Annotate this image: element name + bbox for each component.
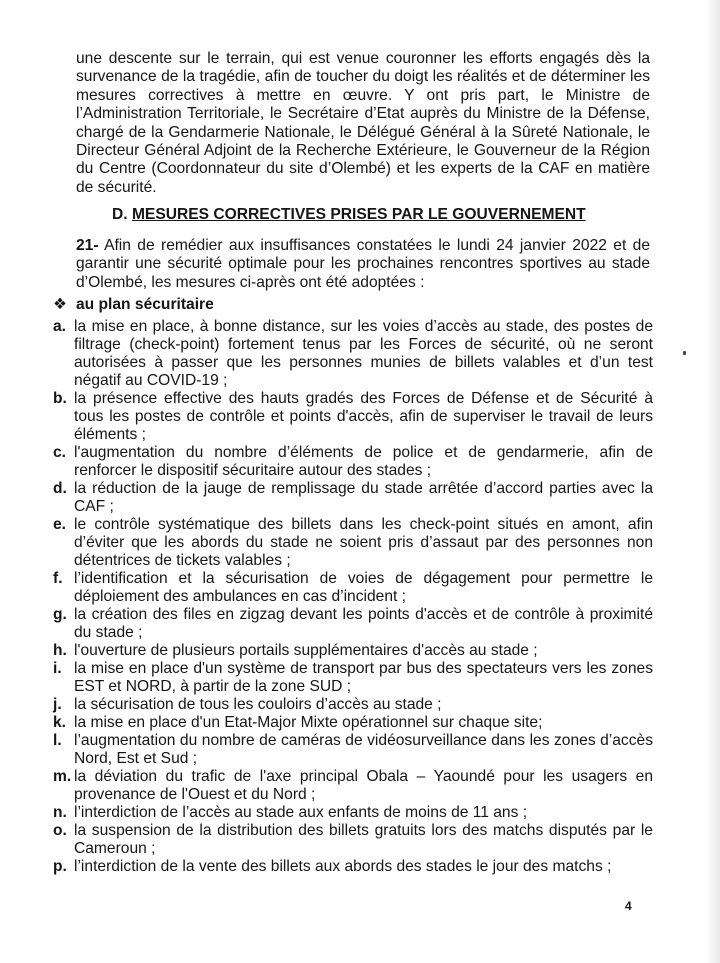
paragraph-21: [76, 237, 650, 292]
list-item: [53, 804, 653, 822]
list-item-letter: m.: [53, 767, 72, 785]
subheading-text: au plan sécuritaire: [76, 296, 214, 313]
list-item-text: l’interdiction de l’accès au stade aux enfants de moins de 11 ans ;: [74, 803, 528, 821]
list-item-text: l’augmentation du nombre de caméras de vidéosurveillance dans les zones d’accès Nord, Est et Sud ;: [74, 731, 653, 767]
list-item-text: la mise en place, à bonne distance, sur les voies d’accès au stade, des postes de filtrage (check-point) fortement tenus par les Forces de sécurité, où ne seront autorisées à passer que les personnes munies de billets valables et d’un test négatif au COVID-19 ;: [74, 318, 653, 389]
list-item: [53, 642, 653, 660]
list-item-letter: j.: [53, 695, 62, 713]
list-item: [53, 444, 653, 480]
list-item-text: la présence effective des hauts gradés des Forces de Défense et de Sécurité à tous les postes de contrôle et points d'accès, afin de superviser le travail de leurs éléments ;: [74, 389, 653, 443]
list-item-letter: d.: [53, 479, 67, 497]
list-item: [53, 768, 653, 804]
list-item-text: la suspension de la distribution des billets gratuits lors des matchs disputés par le Cameroun ;: [74, 822, 653, 857]
list-item-letter: g.: [53, 605, 67, 623]
list-item-letter: l.: [53, 731, 62, 749]
list-item-letter: n.: [53, 803, 67, 821]
diamond-bullet-icon: ❖: [53, 296, 67, 313]
list-item-letter: p.: [53, 858, 67, 875]
subheading: [53, 296, 214, 314]
paragraph-text: Afin de remédier aux insuffisances constatées le lundi 24 janvier 2022 et de garantir une sécurité optimale pour les prochaines rencontres sportives au stade d’Olembé, les mesures ci-après ont été adoptées :: [76, 237, 650, 291]
list-item: [53, 318, 653, 390]
list-item-letter: i.: [53, 659, 62, 677]
list-item-text: la création des files en zigzag devant les points d'accès et de contrôle à proximité du stade ;: [74, 605, 653, 641]
list-item-text: l'augmentation du nombre d’éléments de police et de gendarmerie, afin de renforcer le dispositif sécuritaire autour des stades ;: [74, 443, 653, 479]
list-item-letter: k.: [53, 713, 67, 731]
list-item: [53, 480, 653, 516]
page-number: 4: [625, 899, 632, 913]
list-item-letter: f.: [53, 569, 63, 587]
list-item: [53, 858, 653, 876]
list-item: [53, 660, 653, 696]
list-item-letter: o.: [53, 822, 67, 839]
list-item-letter: e.: [53, 515, 67, 533]
list-item-text: l'ouverture de plusieurs portails supplémentaires d'accès au stade ;: [74, 641, 538, 659]
list-item-text: la mise en place d'un système de transport par bus des spectateurs vers les zones EST et NORD, à partir de la zone SUD ;: [74, 659, 653, 695]
list-item-letter: c.: [53, 443, 67, 461]
page-edge-shadow: [706, 0, 720, 963]
list-item: [53, 606, 653, 642]
list-item: [53, 390, 653, 444]
list-item: [53, 732, 653, 768]
section-title: MESURES CORRECTIVES PRISES PAR LE GOUVERNEMENT: [131, 206, 586, 223]
list-item-text: le contrôle systématique des billets dans les check-point situés en amont, afin d’éviter que les abords du stade ne soient pris d’assaut par des personnes non détentrices de tickets valables ;: [74, 515, 653, 569]
list-item-text: la déviation du trafic de l'axe principal Obala – Yaoundé pour les usagers en provenance de l'Ouest et du Nord ;: [74, 767, 653, 803]
measures-list: [53, 318, 653, 876]
section-prefix: D.: [112, 206, 128, 223]
list-item: [53, 516, 653, 570]
list-item: [53, 570, 653, 606]
list-item: [53, 714, 653, 732]
list-item-letter: b.: [53, 389, 67, 407]
intro-paragraph: une descente sur le terrain, qui est venue couronner les efforts engagés dès la survenance de la tragédie, afin de toucher du doigt les réalités et de déterminer les mesures correctives à mettre en œuvre. Y ont pris part, le Ministre de l’Administration Territoriale, le Secrétaire d’Etat auprès du Ministre de la Défense, chargé de la Gendarmerie Nationale, le Délégué Général à la Sûreté Nationale, le Directeur Général Adjoint de la Recherche Extérieure, le Gouverneur de la Région du Centre (Coordonnateur du site d’Olembé) et les experts de la CAF en matière de sécurité.: [76, 50, 650, 196]
list-item-text: l’interdiction de la vente des billets aux abords des stades le jour des matchs ;: [74, 858, 612, 875]
list-item-text: la mise en place d'un Etat-Major Mixte opérationnel sur chaque site;: [74, 713, 543, 731]
list-item-letter: h.: [53, 641, 67, 659]
list-item-text: la sécurisation de tous les couloirs d’accès au stade ;: [74, 695, 442, 713]
paragraph-number: 21-: [76, 237, 99, 254]
list-item-letter: a.: [53, 318, 67, 335]
list-item: [53, 696, 653, 714]
list-item: [53, 822, 653, 858]
scan-speck: [683, 351, 686, 355]
list-item-text: l’identification et la sécurisation de voies de dégagement pour permettre le déploiement des ambulances en cas d’incident ;: [74, 569, 653, 605]
section-heading: [112, 206, 612, 224]
list-item-text: la réduction de la jauge de remplissage du stade arrêtée d’accord parties avec la CAF ;: [74, 479, 653, 515]
